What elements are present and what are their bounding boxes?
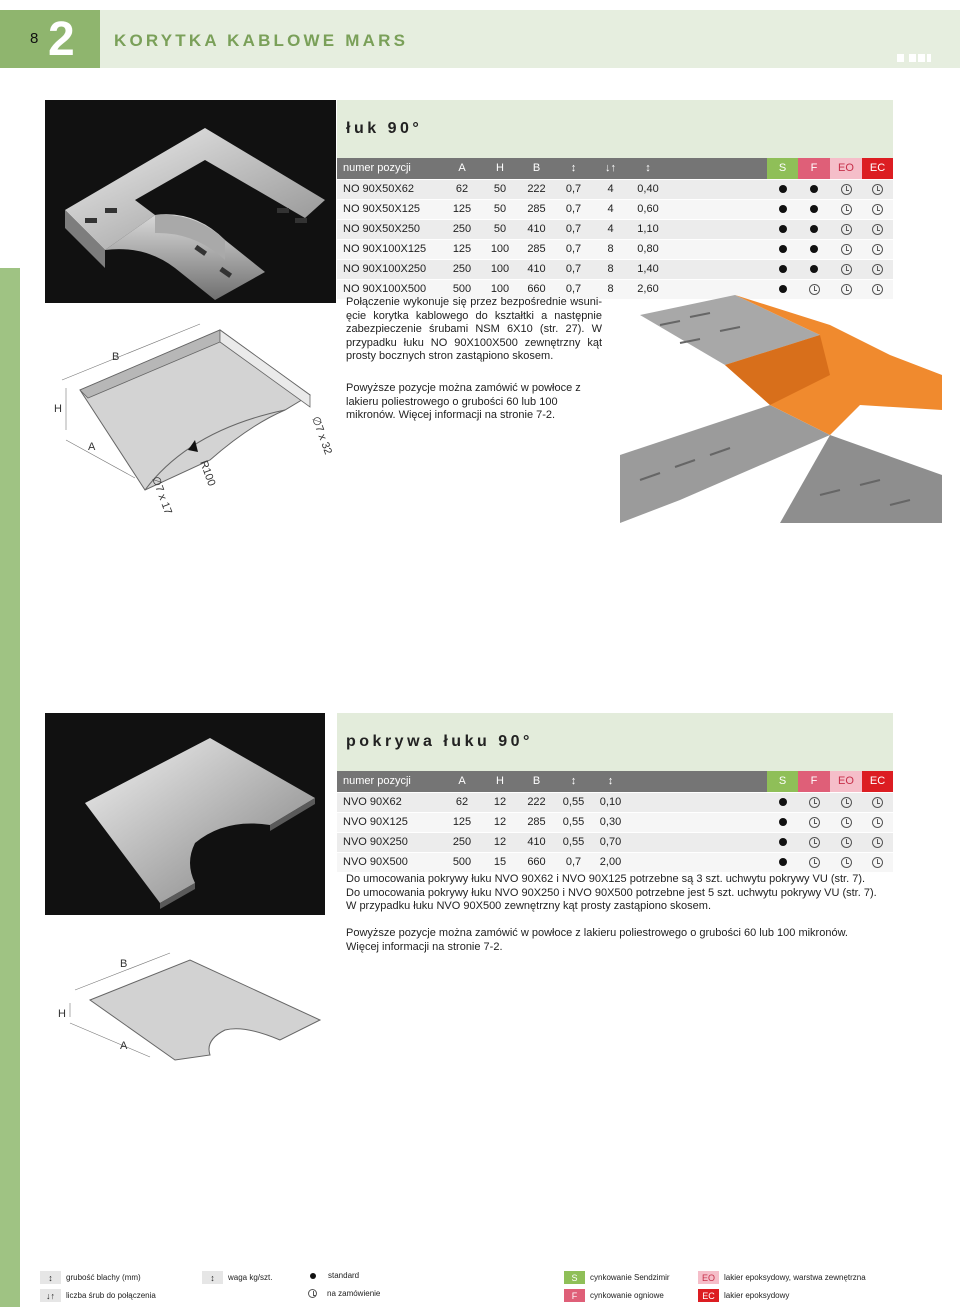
cell-b: 285 (518, 239, 555, 259)
legend-label: liczba śrub do połączenia (66, 1291, 156, 1300)
cell-n: 8 (592, 259, 629, 279)
standard-dot-icon (779, 818, 787, 826)
legend-label: lakier epoksydowy, warstwa zewnętrzna (724, 1273, 866, 1282)
dim-label-radius: R100 (197, 458, 218, 488)
page-number: 8 (30, 30, 39, 47)
cell-t: 0,7 (555, 239, 592, 259)
cell-t: 0,7 (555, 852, 592, 872)
cell-h: 50 (482, 179, 518, 199)
table-header-row (337, 158, 893, 179)
section-bend (337, 100, 893, 299)
legend-item-thickness (40, 1271, 141, 1284)
col-header: H (482, 771, 518, 792)
availability-cell (767, 219, 798, 239)
cell-a: 250 (442, 832, 482, 852)
spacer-cell (667, 259, 767, 279)
legend-item-bolts (40, 1289, 156, 1302)
standard-dot-icon (810, 225, 818, 233)
col-header-ec: EC (862, 158, 893, 179)
cell-t: 0,7 (555, 199, 592, 219)
cell-b: 285 (518, 199, 555, 219)
standard-dot-icon (779, 185, 787, 193)
page-header (0, 0, 960, 78)
legend-item-standard (310, 1271, 359, 1280)
part-number: NVO 90X250 (337, 832, 442, 852)
clock-icon (872, 204, 883, 215)
cover-coating-note (346, 927, 906, 954)
availability-cell (862, 219, 893, 239)
clock-icon (841, 264, 852, 275)
availability-cell (830, 812, 862, 832)
section-title: łuk 90° (337, 100, 893, 158)
clock-icon (841, 204, 852, 215)
cell-h: 15 (482, 852, 518, 872)
clock-icon (872, 837, 883, 848)
col-header: H (482, 158, 518, 179)
clock-icon (841, 797, 852, 808)
cell-b: 410 (518, 259, 555, 279)
eo-badge: EO (698, 1271, 719, 1284)
clock-icon (841, 244, 852, 255)
clock-icon (809, 857, 820, 868)
availability-cell (798, 852, 830, 872)
cell-a: 500 (442, 279, 482, 299)
cell-w: 0,10 (592, 792, 629, 812)
clock-icon (308, 1289, 317, 1298)
cell-n: 8 (592, 239, 629, 259)
spacer-cell (667, 199, 767, 219)
cover-note-line: Powyższe pozycje można zamówić w powłoce z lakieru poliestrowego o grubości 60 lub 100 mikronów. (346, 927, 848, 939)
availability-cell (767, 199, 798, 219)
cover-technical-drawing (40, 945, 340, 1065)
availability-cell (862, 199, 893, 219)
standard-dot-icon (779, 858, 787, 866)
cell-w: 0,70 (592, 832, 629, 852)
col-header: numer pozycji (337, 158, 442, 179)
table-row (337, 179, 893, 199)
cell-h: 50 (482, 219, 518, 239)
table-row (337, 792, 893, 812)
table-row (337, 812, 893, 832)
spacer-cell (629, 812, 767, 832)
cover-mounting-note (346, 873, 906, 914)
cell-n: 4 (592, 219, 629, 239)
availability-cell (830, 792, 862, 812)
dim-label-slot-small: ∅7 x 17 (149, 474, 174, 517)
clock-icon (809, 284, 820, 295)
header-decor-square (918, 54, 925, 62)
bend-description: Połączenie wykonuje się przez bezpośrednie wsuni-ęcie korytka kablowego do kształtki a następnie zabezpieczenie śrubami NSM 6X10 (str. 27). W przypadku łuku NO 90X100X500 zewnętrzny kąt prosty bocznych stron zastąpiono skosem. (346, 296, 602, 363)
cell-n: 4 (592, 179, 629, 199)
part-number: NVO 90X62 (337, 792, 442, 812)
legend-label: cynkowanie Sendzimir (590, 1273, 670, 1282)
availability-cell (798, 199, 830, 219)
col-spacer (629, 771, 767, 792)
availability-cell (798, 792, 830, 812)
clock-icon (872, 244, 883, 255)
table-row (337, 219, 893, 239)
clock-icon (841, 857, 852, 868)
cell-t: 0,55 (555, 792, 592, 812)
clock-icon (841, 837, 852, 848)
cell-h: 12 (482, 812, 518, 832)
clock-icon (872, 284, 883, 295)
availability-cell (767, 239, 798, 259)
cell-a: 125 (442, 199, 482, 219)
page-title: KORYTKA KABLOWE MARS (114, 31, 409, 50)
standard-dot-icon (810, 185, 818, 193)
dim-label-b: B (120, 958, 128, 970)
col-header-s: S (767, 771, 798, 792)
availability-cell (798, 832, 830, 852)
col-header: ↓↑ (592, 158, 629, 179)
cell-b: 222 (518, 179, 555, 199)
clock-icon (872, 264, 883, 275)
dim-label-h: H (58, 1008, 66, 1020)
table-row (337, 852, 893, 872)
legend-label: na zamówienie (327, 1289, 381, 1298)
part-number: NVO 90X125 (337, 812, 442, 832)
part-number: NO 90X50X62 (337, 179, 442, 199)
cell-t: 0,55 (555, 832, 592, 852)
availability-cell (767, 812, 798, 832)
cell-w: 1,10 (629, 219, 667, 239)
col-header-ec: EC (862, 771, 893, 792)
cell-h: 100 (482, 259, 518, 279)
legend-item-f (564, 1289, 664, 1302)
table-row (337, 199, 893, 219)
col-header-f: F (798, 158, 830, 179)
section-title: pokrywa łuku 90° (337, 713, 893, 771)
bend-technical-drawing (40, 300, 340, 520)
cell-a: 500 (442, 852, 482, 872)
col-header: ↕ (592, 771, 629, 792)
cell-w: 0,40 (629, 179, 667, 199)
clock-icon (841, 817, 852, 828)
col-header: B (518, 158, 555, 179)
col-header-eo: EO (830, 158, 862, 179)
cell-b: 660 (518, 279, 555, 299)
standard-dot-icon (779, 265, 787, 273)
standard-dot-icon (779, 245, 787, 253)
cell-w: 0,60 (629, 199, 667, 219)
cell-h: 12 (482, 832, 518, 852)
cell-w: 0,30 (592, 812, 629, 832)
availability-cell (862, 259, 893, 279)
col-header: numer pozycji (337, 771, 442, 792)
cover-note-line: Do umocowania pokrywy łuku NVO 90X62 i NVO 90X125 potrzebne są 3 szt. uchwytu pokrywy VU (str. 7). (346, 873, 866, 885)
clock-icon (841, 224, 852, 235)
col-header: B (518, 771, 555, 792)
availability-cell (798, 239, 830, 259)
header-decor-square (909, 54, 916, 62)
clock-icon (872, 817, 883, 828)
cell-t: 0,7 (555, 219, 592, 239)
legend-label: lakier epoksydowy (724, 1291, 790, 1300)
section-cover (337, 713, 893, 872)
cell-b: 410 (518, 832, 555, 852)
bolts-icon: ↓↑ (40, 1289, 61, 1302)
clock-icon (809, 817, 820, 828)
s-badge: S (564, 1271, 585, 1284)
spacer-cell (667, 219, 767, 239)
product-photo-bend (45, 100, 336, 303)
header-decor-square (897, 54, 904, 62)
cell-t: 0,7 (555, 279, 592, 299)
availability-cell (830, 179, 862, 199)
ec-badge: EC (698, 1289, 719, 1302)
f-badge: F (564, 1289, 585, 1302)
availability-cell (798, 179, 830, 199)
col-header: A (442, 771, 482, 792)
cell-a: 250 (442, 259, 482, 279)
col-header: ↕ (555, 771, 592, 792)
dim-label-h: H (54, 403, 62, 415)
legend-item-eo (698, 1271, 866, 1284)
part-number: NO 90X100X125 (337, 239, 442, 259)
spacer-cell (629, 832, 767, 852)
weight-icon: ↕ (202, 1271, 223, 1284)
standard-dot-icon (779, 225, 787, 233)
availability-cell (798, 219, 830, 239)
standard-dot-icon (810, 245, 818, 253)
col-header-eo: EO (830, 771, 862, 792)
header-decor-square (927, 54, 931, 62)
clock-icon (809, 837, 820, 848)
legend-item-ec (698, 1289, 789, 1302)
clock-icon (841, 184, 852, 195)
part-number: NO 90X50X250 (337, 219, 442, 239)
clock-icon (872, 857, 883, 868)
cell-t: 0,7 (555, 179, 592, 199)
standard-dot-icon (779, 205, 787, 213)
clock-icon (872, 224, 883, 235)
legend (40, 1265, 940, 1307)
legend-item-weight (202, 1271, 272, 1284)
availability-cell (830, 239, 862, 259)
standard-dot-icon (810, 205, 818, 213)
dim-label-a: A (88, 441, 96, 453)
availability-cell (862, 812, 893, 832)
thickness-icon: ↕ (40, 1271, 61, 1284)
clock-icon (841, 284, 852, 295)
cell-a: 125 (442, 239, 482, 259)
legend-item-order (308, 1289, 380, 1298)
spacer-cell (629, 852, 767, 872)
product-photo-assembly (620, 295, 942, 523)
cell-w: 2,00 (592, 852, 629, 872)
product-photo-cover (45, 713, 325, 915)
table-header-row (337, 771, 893, 792)
availability-cell (830, 852, 862, 872)
spacer-cell (667, 179, 767, 199)
cover-table (337, 771, 893, 872)
col-spacer (667, 158, 767, 179)
dim-label-slot-large: ∅7 x 32 (309, 414, 334, 457)
clock-icon (872, 184, 883, 195)
cell-a: 62 (442, 179, 482, 199)
cell-w: 0,80 (629, 239, 667, 259)
spacer-cell (667, 239, 767, 259)
part-number: NO 90X100X500 (337, 279, 442, 299)
dim-label-a: A (120, 1040, 128, 1052)
legend-label: cynkowanie ogniowe (590, 1291, 664, 1300)
cell-a: 62 (442, 792, 482, 812)
cell-a: 250 (442, 219, 482, 239)
availability-cell (767, 832, 798, 852)
availability-cell (830, 259, 862, 279)
cell-h: 100 (482, 239, 518, 259)
cell-w: 2,60 (629, 279, 667, 299)
availability-cell (862, 792, 893, 812)
availability-cell (798, 259, 830, 279)
cell-t: 0,55 (555, 812, 592, 832)
standard-dot-icon (810, 265, 818, 273)
cell-n: 4 (592, 199, 629, 219)
clock-icon (872, 797, 883, 808)
cell-b: 222 (518, 792, 555, 812)
standard-dot-icon (310, 1273, 316, 1279)
availability-cell (830, 199, 862, 219)
standard-dot-icon (779, 285, 787, 293)
availability-cell (767, 179, 798, 199)
availability-cell (862, 832, 893, 852)
availability-cell (767, 852, 798, 872)
availability-cell (830, 832, 862, 852)
side-accent-bar (0, 268, 20, 1307)
col-header: A (442, 158, 482, 179)
cell-t: 0,7 (555, 259, 592, 279)
col-header: ↕ (555, 158, 592, 179)
legend-item-s (564, 1271, 670, 1284)
clock-icon (809, 797, 820, 808)
availability-cell (767, 792, 798, 812)
cell-b: 660 (518, 852, 555, 872)
chapter-number: 2 (48, 13, 75, 66)
part-number: NO 90X50X125 (337, 199, 442, 219)
availability-cell (830, 219, 862, 239)
availability-cell (767, 259, 798, 279)
standard-dot-icon (779, 838, 787, 846)
availability-cell (862, 239, 893, 259)
col-header: ↕ (629, 158, 667, 179)
bend-table (337, 158, 893, 299)
legend-label: standard (328, 1271, 360, 1280)
col-header-f: F (798, 771, 830, 792)
table-row (337, 832, 893, 852)
availability-cell (798, 812, 830, 832)
table-row (337, 259, 893, 279)
cover-note-line: Więcej informacji na stronie 7-2. (346, 940, 503, 953)
cell-h: 50 (482, 199, 518, 219)
cell-w: 1,40 (629, 259, 667, 279)
availability-cell (862, 179, 893, 199)
cover-note-line: Do umocowania pokrywy łuku NVO 90X250 i NVO 90X500 potrzebne jest 5 szt. uchwytu pokrywy VU (str. 7). (346, 886, 877, 899)
part-number: NO 90X100X250 (337, 259, 442, 279)
dim-label-b: B (112, 351, 120, 363)
table-row (337, 239, 893, 259)
col-header-s: S (767, 158, 798, 179)
legend-label: waga kg/szt. (228, 1273, 273, 1282)
legend-label: grubość blachy (mm) (66, 1273, 141, 1282)
cell-b: 285 (518, 812, 555, 832)
cell-n: 8 (592, 279, 629, 299)
bend-coating-note: Powyższe pozycje można zamówić w powłoce z lakieru poliestrowego o grubości 60 lub 100 mikronów. Więcej informacji na stronie 7-2. (346, 382, 581, 422)
cell-h: 100 (482, 279, 518, 299)
cover-note-line: W przypadku łuku NVO 90X500 zewnętrzny kąt prosty zastąpiono skosem. (346, 900, 712, 913)
availability-cell (862, 852, 893, 872)
cell-h: 12 (482, 792, 518, 812)
standard-dot-icon (779, 798, 787, 806)
cell-a: 125 (442, 812, 482, 832)
cell-b: 410 (518, 219, 555, 239)
spacer-cell (629, 792, 767, 812)
part-number: NVO 90X500 (337, 852, 442, 872)
